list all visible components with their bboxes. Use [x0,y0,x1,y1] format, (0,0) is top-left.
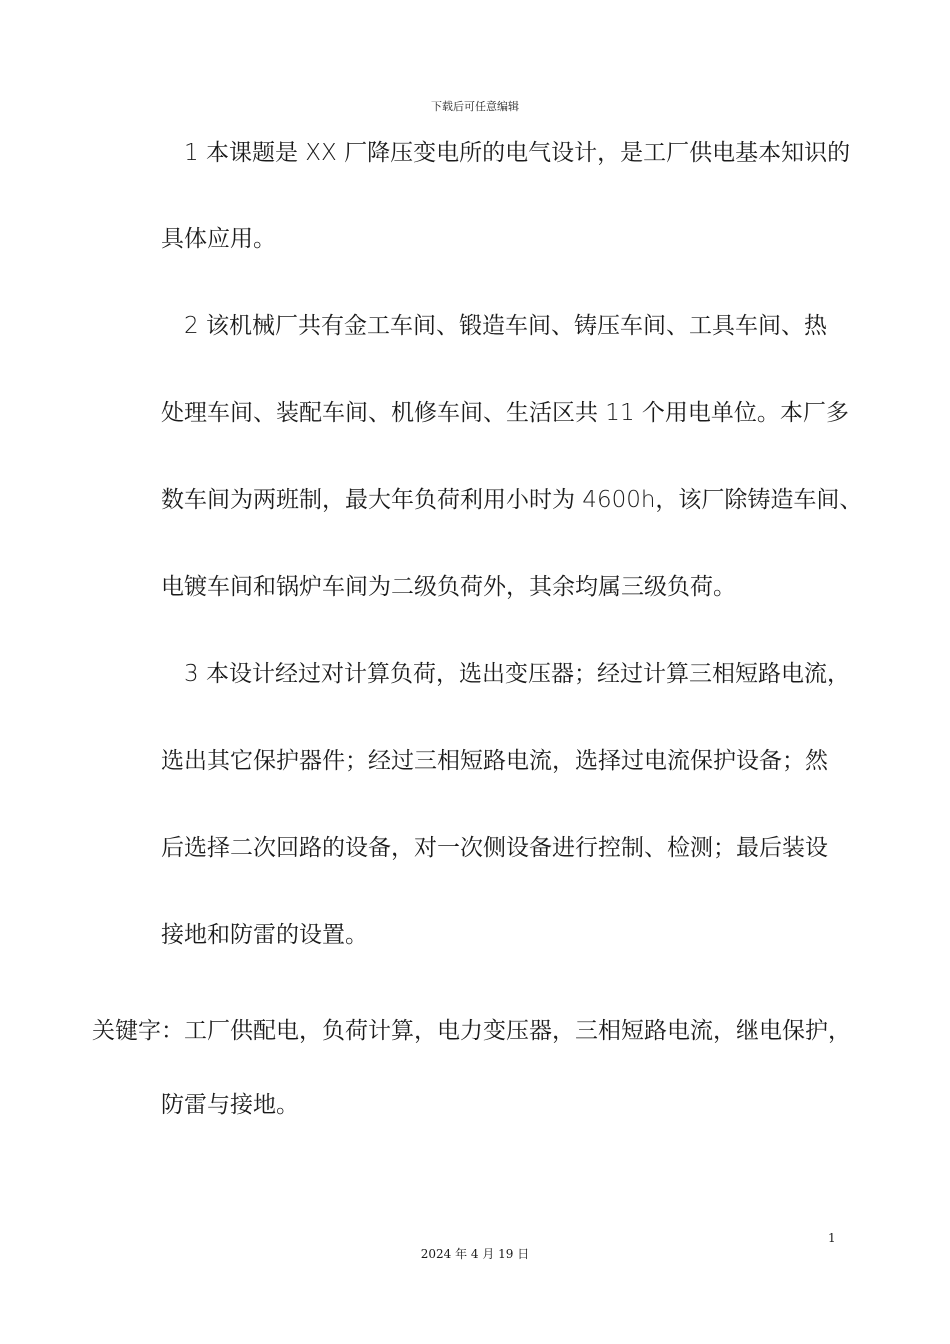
body-line-3: 2 该机械厂共有金工车间、锻造车间、铸压车间、工具车间、热 [184,313,827,339]
body-line-7: 3 本设计经过对计算负荷，选出变压器；经过计算三相短路电流， [184,661,850,687]
header-note: 下载后可任意编辑 [431,100,519,113]
body-line-6: 电镀车间和锅炉车间为二级负荷外，其余均属三级负荷。 [161,574,736,600]
body-line-2: 具体应用。 [161,226,276,252]
body-line-5: 数车间为两班制，最大年负荷利用小时为 4600h，该厂除铸造车间、 [161,487,863,513]
body-line-4: 处理车间、装配车间、机修车间、生活区共 11 个用电单位。本厂多 [161,400,849,426]
body-line-10: 接地和防雷的设置。 [161,922,368,948]
body-line-8: 选出其它保护器件；经过三相短路电流，选择过电流保护设备；然 [161,748,828,774]
body-line-9: 后选择二次回路的设备，对一次侧设备进行控制、检测；最后装设 [161,835,828,861]
keywords-line-2: 防雷与接地。 [161,1092,299,1118]
page-number: 1 [828,1231,836,1245]
keywords-line-1: 关键字：工厂供配电，负荷计算，电力变压器，三相短路电流，继电保护， [92,1018,851,1044]
footer-date: 2024 年 4 月 19 日 [420,1247,530,1261]
body-line-1: 1 本课题是 XX 厂降压变电所的电气设计，是工厂供电基本知识的 [184,140,851,166]
